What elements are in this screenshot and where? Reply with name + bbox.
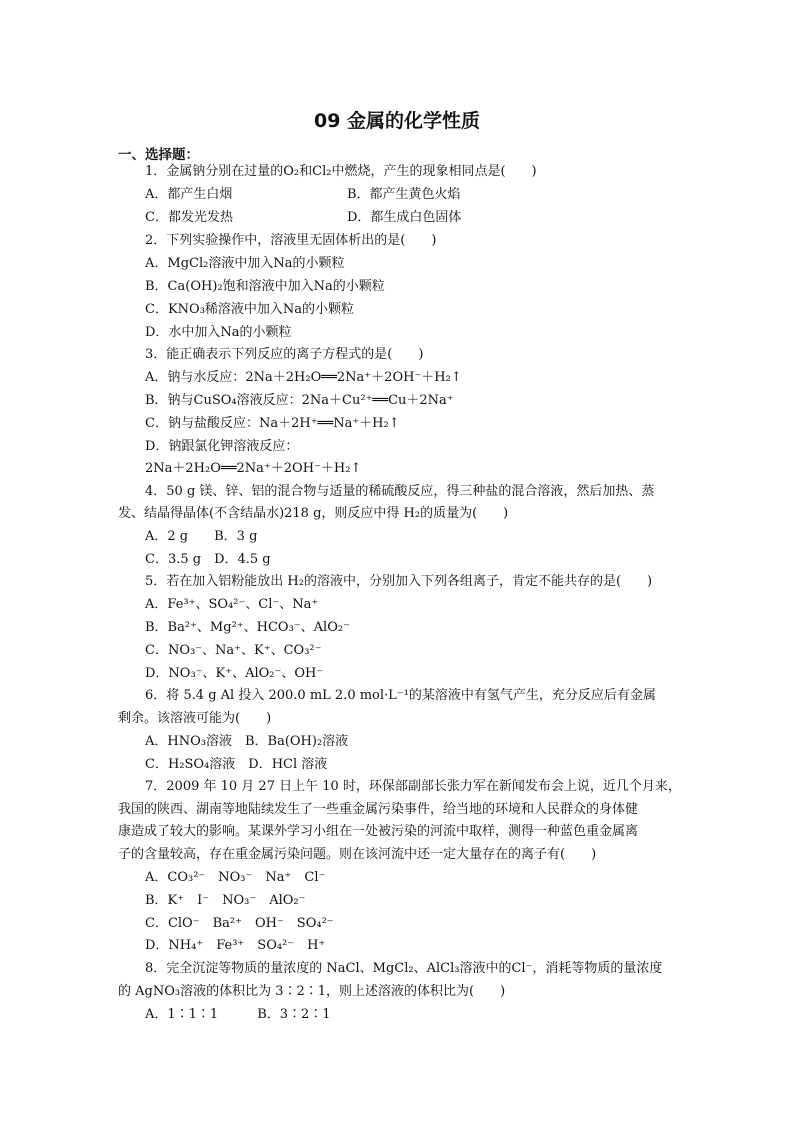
question-3-option-a: A．钠与水反应：2Na＋2H₂O══2Na⁺＋2OH⁻＋H₂↑ [145,370,462,385]
question-4-stem-line-2: 发、结晶得晶体(不含结晶水)218 g，则反应中得 H₂的质量为( ) [118,506,509,521]
question-7-option-c: C．ClO⁻ Ba²⁺ OH⁻ SO₄²⁻ [145,916,334,931]
question-1-option-d: D．都生成白色固体 [347,210,462,225]
question-7-option-d: D．NH₄⁺ Fe³⁺ SO₄²⁻ H⁺ [145,938,326,953]
question-4-options-ab: A．2 g B．3 g [145,529,258,544]
question-8-stem-line-1: 8．完全沉淀等物质的量浓度的 NaCl、MgCl₂、AlCl₃溶液中的Cl⁻，消耗等物质的量浓度 [145,961,663,976]
question-5-option-c: C．NO₃⁻、Na⁺、K⁺、CO₃²⁻ [145,643,322,658]
question-7-stem-line-3: 康造成了较大的影响。某课外学习小组在一处被污染的河流中取样，测得一种蓝色重金属离 [118,824,639,839]
question-4-options-cd: C．3.5 g D．4.5 g [145,552,271,567]
question-3-option-d-equation: 2Na＋2H₂O══2Na⁺＋2OH⁻＋H₂↑ [145,461,362,476]
question-2-option-b: B．Ca(OH)₂饱和溶液中加入Na的小颗粒 [145,279,385,294]
question-5-option-b: B．Ba²⁺、Mg²⁺、HCO₃⁻、AlO₂⁻ [145,620,350,635]
question-3-stem: 3．能正确表示下列反应的离子方程式的是( ) [145,347,424,362]
section-heading: 一、选择题： [118,147,199,163]
question-6-stem-line-1: 6．将 5.4 g Al 投入 200.0 mL 2.0 mol·L⁻¹的某溶液中有氢气产生，充分反应后有金属 [145,688,656,703]
question-1-option-a: A．都产生白烟 [145,187,233,202]
question-8-options-ab: A．1∶1∶1 B．3∶2∶1 [145,1007,331,1022]
question-6-options-cd: C．H₂SO₄溶液 D．HCl 溶液 [145,757,328,772]
question-7-option-b: B．K⁺ I⁻ NO₃⁻ AlO₂⁻ [145,893,306,908]
question-6-stem-line-2: 剩余。该溶液可能为( ) [118,711,272,726]
question-1-stem: 1．金属钠分别在过量的O₂和Cl₂中燃烧，产生的现象相同点是( ) [145,164,537,179]
question-1-option-c: C．都发光发热 [145,210,233,225]
question-1-option-b: B．都产生黄色火焰 [347,187,461,202]
question-5-option-a: A．Fe³⁺、SO₄²⁻、Cl⁻、Na⁺ [145,597,319,612]
question-3-option-c: C．钠与盐酸反应：Na＋2H⁺══Na⁺＋H₂↑ [145,416,400,431]
question-3-option-b: B．钠与CuSO₄溶液反应：2Na＋Cu²⁺══Cu＋2Na⁺ [145,393,454,408]
question-7-option-a: A．CO₃²⁻ NO₃⁻ Na⁺ Cl⁻ [145,870,326,885]
question-7-stem-line-4: 子的含量较高，存在重金属污染问题。则在该河流中还一定大量存在的离子有( ) [118,847,597,862]
question-5-stem: 5．若在加入铝粉能放出 H₂的溶液中，分别加入下列各组离子，肯定不能共存的是( ) [145,574,653,589]
question-2-option-a: A．MgCl₂溶液中加入Na的小颗粒 [145,256,345,271]
question-5-option-d: D．NO₃⁻、K⁺、AlO₂⁻、OH⁻ [145,666,324,681]
page-title: 09 金属的化学性质 [313,110,481,132]
question-7-stem-line-2: 我国的陕西、湖南等地陆续发生了一些重金属污染事件，给当地的环境和人民群众的身体健 [118,802,639,817]
question-3-option-d: D．钠跟氯化钾溶液反应： [145,439,299,454]
question-7-stem-line-1: 7．2009 年 10 月 27 日上午 10 时，环保部副部长张力军在新闻发布会上说，近几个月来， [145,779,681,794]
question-4-stem-line-1: 4．50 g 镁、锌、铝的混合物与适量的稀硫酸反应，得三种盐的混合溶液，然后加热、蒸 [145,484,655,499]
question-2-stem: 2．下列实验操作中，溶液里无固体析出的是( ) [145,233,437,248]
question-2-option-d: D．水中加入Na的小颗粒 [145,325,292,340]
question-8-stem-line-2: 的 AgNO₃溶液的体积比为 3∶2∶1，则上述溶液的体积比为( ) [118,984,506,999]
question-2-option-c: C．KNO₃稀溶液中加入Na的小颗粒 [145,302,355,317]
question-6-options-ab: A．HNO₃溶液 B．Ba(OH)₂溶液 [145,734,349,749]
